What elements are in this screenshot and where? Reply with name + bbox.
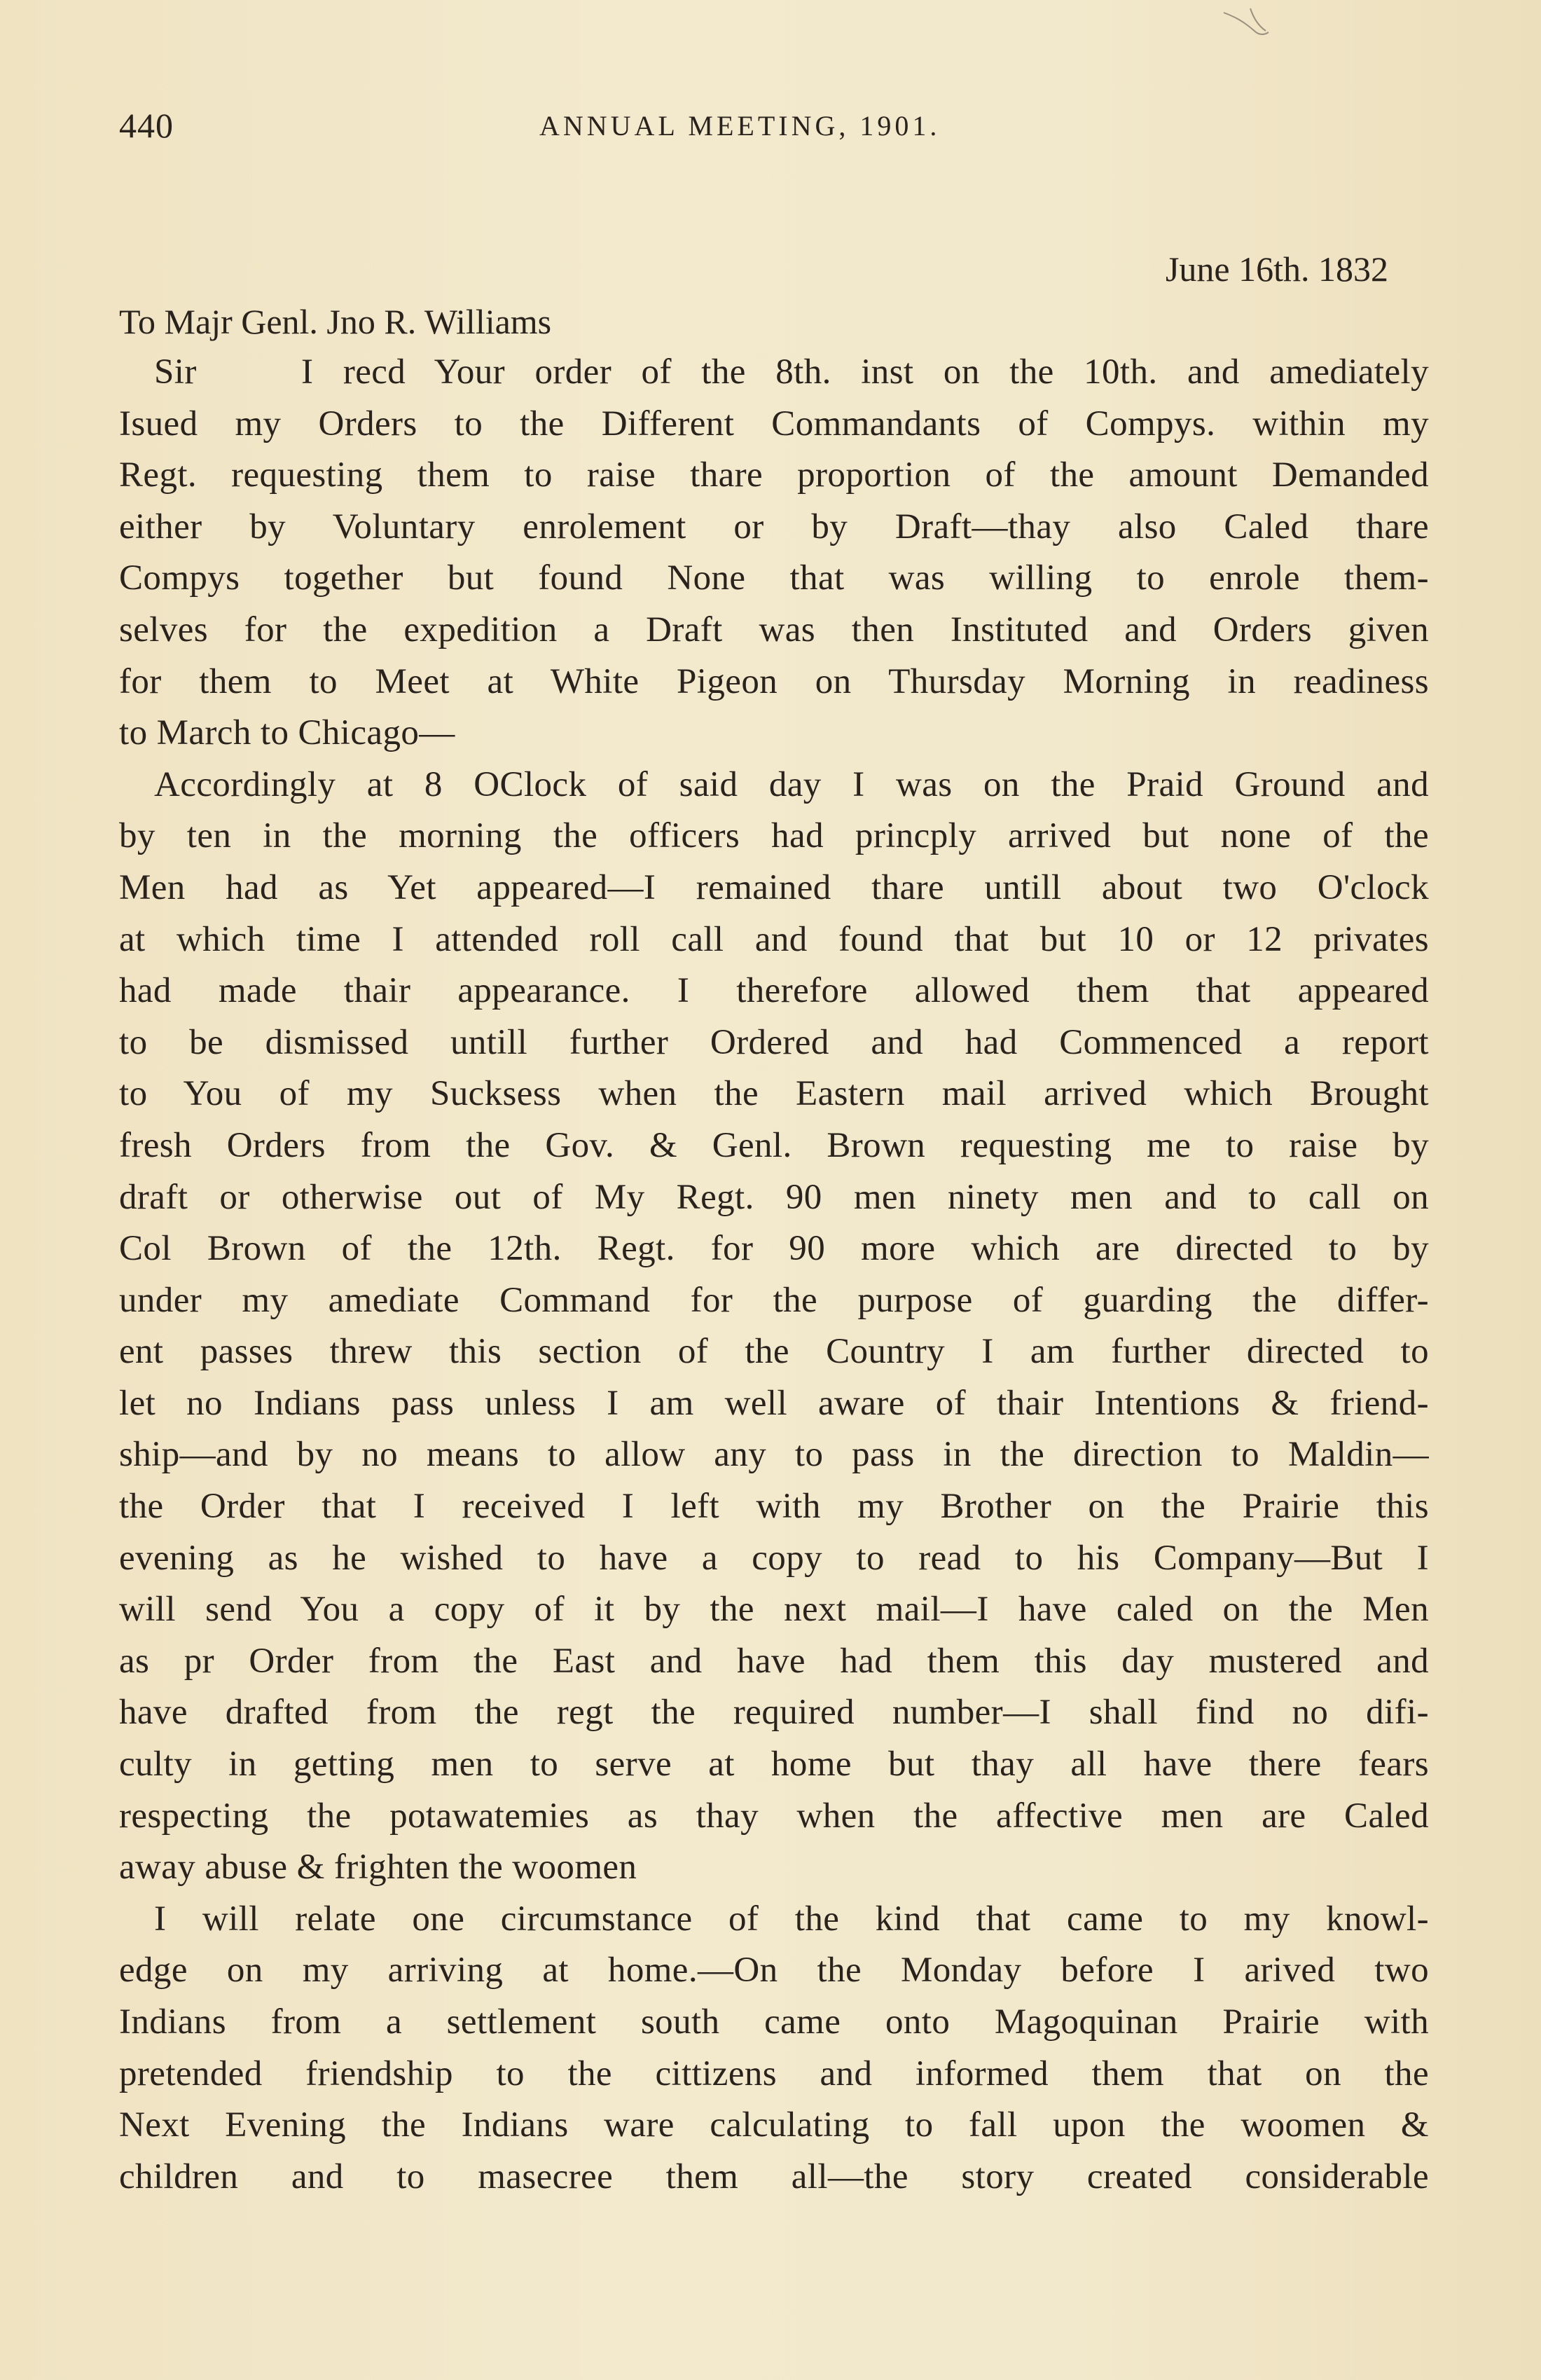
text-line: Men had as Yet appeared—I remained thare untill about two O'clock: [119, 867, 1429, 907]
letter-body: [119, 347, 1429, 2203]
text-line: ent passes threw this section of the Country I am further directed to: [119, 1332, 1429, 1372]
text-line: Isued my Orders to the Different Commandants of Compys. within my: [119, 404, 1429, 443]
text-line: Compys together but found None that was willing to enrole them-: [119, 558, 1429, 598]
text-line-content: I recd Your order of the 8th. inst on the 10th. and amediately: [301, 352, 1429, 392]
text-line: draft or otherwise out of My Regt. 90 men ninety men and to call on: [119, 1177, 1429, 1217]
text-line: for them to Meet at White Pigeon on Thursday Morning in readiness: [119, 661, 1429, 701]
text-line: pretended friendship to the cittizens and informed them that on the: [119, 2054, 1429, 2093]
text-line: [119, 347, 1429, 399]
text-line: children and to masecree them all—the story created considerable: [119, 2157, 1429, 2196]
text-line: the Order that I received I left with my Brother on the Prairie this: [119, 1487, 1429, 1527]
text-line: ship—and by no means to allow any to pass in the direction to Maldin—: [119, 1435, 1429, 1475]
text-line: have drafted from the regt the required number—I shall find no difi-: [119, 1693, 1429, 1733]
text-line: edge on my arriving at home.—On the Monday before I arived two: [119, 1951, 1429, 1990]
running-head: ANNUAL MEETING, 1901.: [539, 110, 941, 142]
text-line: to be dismissed untill further Ordered and had Commenced a report: [119, 1022, 1429, 1062]
text-line: Accordingly at 8 OClock of said day I was on the Praid Ground and: [154, 764, 1429, 804]
text-line: as pr Order from the East and have had them this day mustered and: [119, 1641, 1429, 1681]
text-line: respecting the potawatemies as thay when the affective men are Caled: [119, 1796, 1429, 1836]
text-line: Col Brown of the 12th. Regt. for 90 more which are directed to by: [119, 1229, 1429, 1269]
text-line: culty in getting men to serve at home but thay all have there fears: [119, 1745, 1429, 1784]
text-line: had made thair appearance. I therefore allowed them that appeared: [119, 971, 1429, 1011]
text-line: Regt. requesting them to raise thare proportion of the amount Demanded: [119, 455, 1429, 495]
pencil-mark: [1222, 7, 1271, 42]
text-line: either by Voluntary enrolement or by Draft—thay also Caled thare: [119, 507, 1429, 546]
text-line: evening as he wished to have a copy to read to his Company—But I: [119, 1538, 1429, 1578]
text-line: Indians from a settlement south came onto Magoquinan Prairie with: [119, 2002, 1429, 2042]
page-number: 440: [119, 106, 174, 145]
text-line: to You of my Sucksess when the Eastern mail arrived which Brought: [119, 1074, 1429, 1114]
text-line: away abuse & frighten the woomen: [119, 1848, 637, 1887]
text-line: fresh Orders from the Gov. & Genl. Brown requesting me to raise by: [119, 1125, 1429, 1165]
text-line: under my amediate Command for the purpose of guarding the differ-: [119, 1280, 1429, 1320]
text-line: I will relate one circumstance of the kind that came to my knowl-: [154, 1899, 1429, 1939]
text-line: at which time I attended roll call and found that but 10 or 12 privates: [119, 919, 1429, 959]
text-line: will send You a copy of it by the next mail—I have caled on the Men: [119, 1590, 1429, 1630]
text-line: Next Evening the Indians ware calculating to fall upon the woomen &: [119, 2105, 1429, 2145]
text-line: let no Indians pass unless I am well aware of thair Intentions & friend-: [119, 1383, 1429, 1423]
letter-date: June 16th. 1832: [1165, 249, 1388, 289]
text-line: to March to Chicago—: [119, 713, 455, 753]
letter-salutation: To Majr Genl. Jno R. Williams: [119, 302, 552, 341]
text-line: by ten in the morning the officers had princply arrived but none of the: [119, 816, 1429, 856]
page-header: [119, 105, 1443, 154]
text-line: selves for the expedition a Draft was then Instituted and Orders given: [119, 610, 1429, 649]
letter-greeting: Sir: [154, 352, 197, 392]
